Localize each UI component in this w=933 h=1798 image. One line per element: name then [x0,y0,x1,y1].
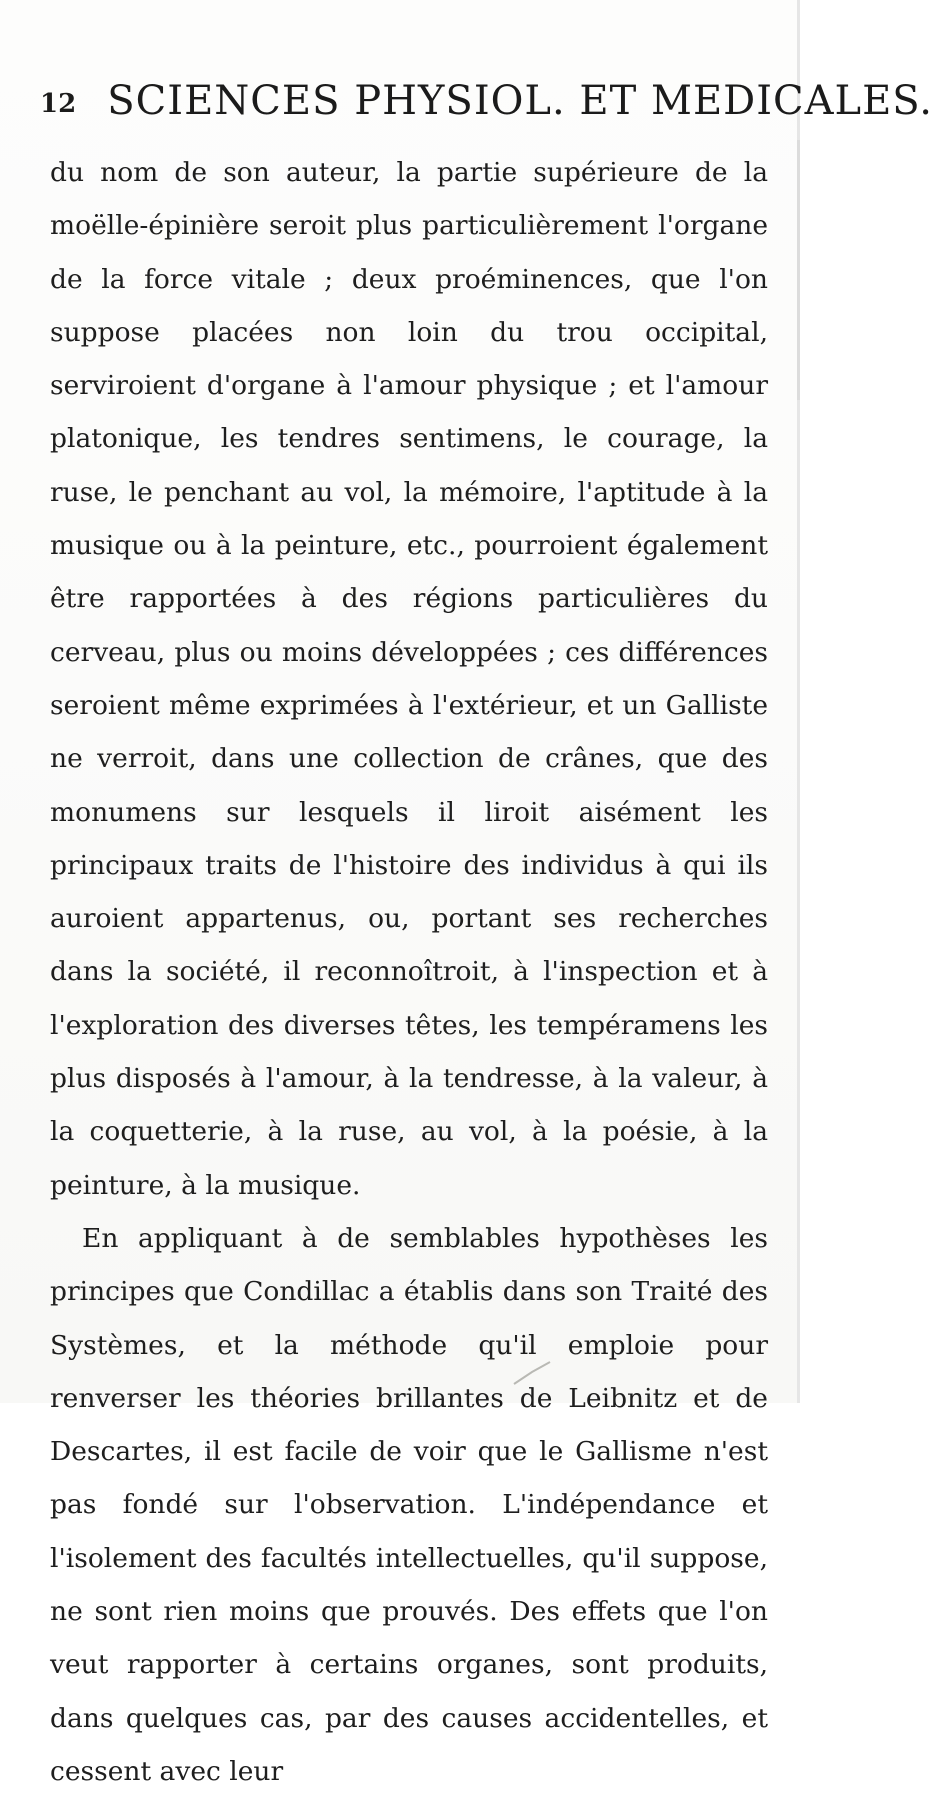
page-fold-shadow [797,140,800,400]
paragraph-gallisme: En appliquant à de semblables hypothèses les principes que Condillac a établis dans son Traité des Systèmes, et la méthode qu'il emploie pour renverser les théories brillantes de Leibnitz et de Descartes, il est facile de voir que le Gallisme n'est pas fondé sur l'observation. L'indépendance et l'isolement des facultés intellectuelles, qu'il suppose, ne sont rien moins que prouvés. Des effets que l'on veut rapporter à certains organes, sont produits, dans quelques cas, par des causes accidentelles, et cessent avec leur [50,1222,768,1787]
page-header [40,78,933,124]
paragraph-continued: du nom de son auteur, la partie supérieure de la moëlle-épinière seroit plus particulièrement l'organe de la force vitale ; deux proéminences, que l'on suppose placées non loin du trou occipital, serviroient d'organe à l'amour physique ; et l'amour platonique, les tendres sentimens, le courage, la ruse, le penchant au vol, la mémoire, l'aptitude à la musique ou à la peinture, etc., pourroient également être rapportées à des régions particulières du cerveau, plus ou moins développées ; ces différences seroient même exprimées à l'extérieur, et un Galliste ne verroit, dans une collection de crânes, que des monumens sur lesquels il liroit aisément les principaux traits de l'histoire des individus à qui ils auroient appartenus, ou, portant ses recherches dans la société, il reconnoîtroit, à l'inspection et à l'exploration des diverses têtes, les tempéramens les plus disposés à l'amour, à la tendresse, à la valeur, à la coquetterie, à la ruse, au vol, à la poésie, à la peinture, à la musique. [50,157,768,1201]
page-number: 12 [40,89,77,119]
ink-speck [510,1358,558,1388]
body-text [50,146,768,1798]
running-title: SCIENCES PHYSIOL. ET MEDICALES. [107,78,933,124]
